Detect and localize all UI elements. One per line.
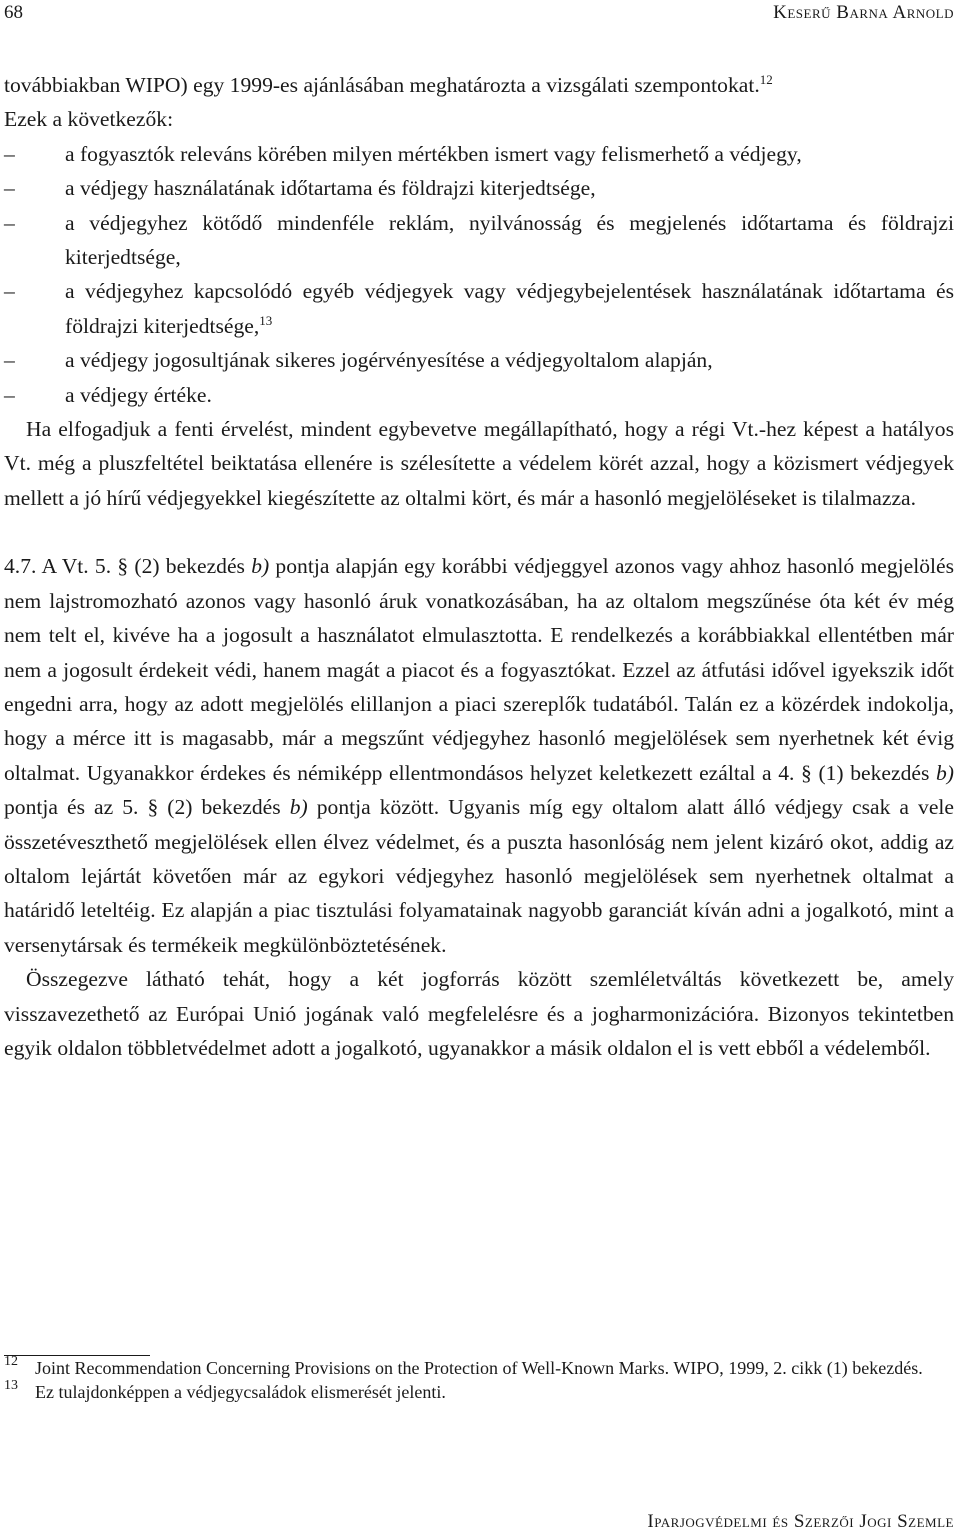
list-item: – a védjegy jogosultjának sikeres jogérvényesítése a védjegyoltalom alapján, [4, 343, 954, 377]
page-number: 68 [4, 2, 23, 23]
list-item: – a védjegyhez kapcsolódó egyéb védjegyek vagy védjegybejelentések használatának időtartama és földrajzi kiterjedtsége,$^{13}$ [4, 274, 954, 343]
paragraph-section-4-7: 4.7. A Vt. 5. § (2) bekezdés b) pontja alapján egy korábbi védjeggyel azonos vagy ahhoz hasonló megjelölés nem lajstromozható azonos vagy hasonló áruk vonatkozásában, ha az oltalom megszűnése óta két év még nem telt el, kivéve ha a jogosult a használatot elmulasztotta. E rendelkezés a korábbiakkal ellentétben már nem a jogosult érdekeit védi, hanem magát a piacot és a fogyasztókat. Ezzel az átfutási idővel igyekszik időt engedni arra, hogy az adott megjelölés elillanjon a piaci szereplők tudatából. Talán ez a közérdek indokolja, hogy a mérce itt is magasabb, már a megszűnt védjegyhez hasonló megjelölések sem nyerhetnek két évig oltalmat. Ugyanakkor érdekes és némiképp ellentmondásos helyzet keletkezett ezáltal a 4. § (1) bekezdés b) pontja és az 5. § (2) bekezdés b) pontja között. Ugyanis míg egy oltalom alatt álló védjegy csak a vele összetéveszthető megjelölések ellen élvez védelmet, és a puszta hasonlóság nem jelent kizáró okot, addig az oltalom lejártát követően már az egykori védjegyhez hasonló megjelölések sem nyerhetnek oltalmat a határidő leteltéig. Ez alapján a piac tisztulási folyamatainak nagyobb garanciát kíván adni a jogalkotó, mint a versenytársak és termékeik megkülönböztetésének. [4, 554, 954, 957]
footnote-ref-12[interactable]: 12 [759, 71, 773, 87]
paragraph-intro: továbbiakban WIPO) egy 1999-es ajánlásában meghatározta a vizsgálati szempontokat.$^{12}$ [4, 71, 773, 97]
list-intro: Ezek a következők: [4, 107, 174, 132]
paragraph-summary: Összegezve látható tehát, hogy a két jogforrás között szemléletváltás következett be, amely visszavezethető az Európai Unió jogának való megfelelésre és a jogharmonizációra. Bizonyos tekintetben egyik oldalon többletvédelmet adott a jogalkotó, ugyanakkor a másik oldalon el is vett ebből a védelemből. [4, 967, 954, 1060]
criteria-list [4, 137, 954, 412]
footnotes [4, 1356, 954, 1404]
running-foot-journal: Iparjogvédelmi és Szerzői Jogi Szemle [647, 1511, 954, 1532]
page-header [4, 0, 954, 26]
footnote-number: 12 [4, 1354, 18, 1369]
list-dash: – [4, 141, 15, 166]
paragraph-conclusion-criteria: Ha elfogadjuk a fenti érvelést, mindent egybevetve megállapítható, hogy a régi Vt.-hez képest a hatályos Vt. még a pluszfeltétel beiktatása ellenére is szélesítette a védelem körét azzal, hogy a közismert védjegyek mellett a jó hírű védjegyekkel kiegészítette az oltalmi kört, és már a hasonló megjelöléseket is tilalmazza. [4, 417, 954, 510]
footnote-12: 12 Joint Recommendation Concerning Provisions on the Protection of Well-Known Marks. WIPO, 1999, 2. cikk (1) bekezdés. [4, 1356, 954, 1380]
list-item: – a fogyasztók releváns körében milyen mértékben ismert vagy felismerhető a védjegy, [4, 137, 954, 171]
body-text [4, 68, 954, 1065]
list-item: – a védjegyhez kötődő mindenféle reklám, nyilvánosság és megjelenés időtartama és földrajzi kiterjedtsége, [4, 206, 954, 275]
footnote-number: 13 [4, 1378, 18, 1393]
running-head-author: Keserű Barna Arnold [773, 2, 954, 23]
list-item: – a védjegy értéke. [4, 378, 954, 412]
list-dash: – [4, 210, 15, 235]
footnote-ref-13[interactable]: 13 [259, 312, 273, 328]
list-dash: – [4, 348, 15, 373]
list-dash: – [4, 279, 15, 304]
list-item: – a védjegy használatának időtartama és földrajzi kiterjedtsége, [4, 171, 954, 205]
footnote-13: 13 Ez tulajdonképpen a védjegycsaládok elismerését jelenti. [4, 1380, 954, 1404]
list-dash: – [4, 382, 15, 407]
list-dash: – [4, 176, 15, 201]
